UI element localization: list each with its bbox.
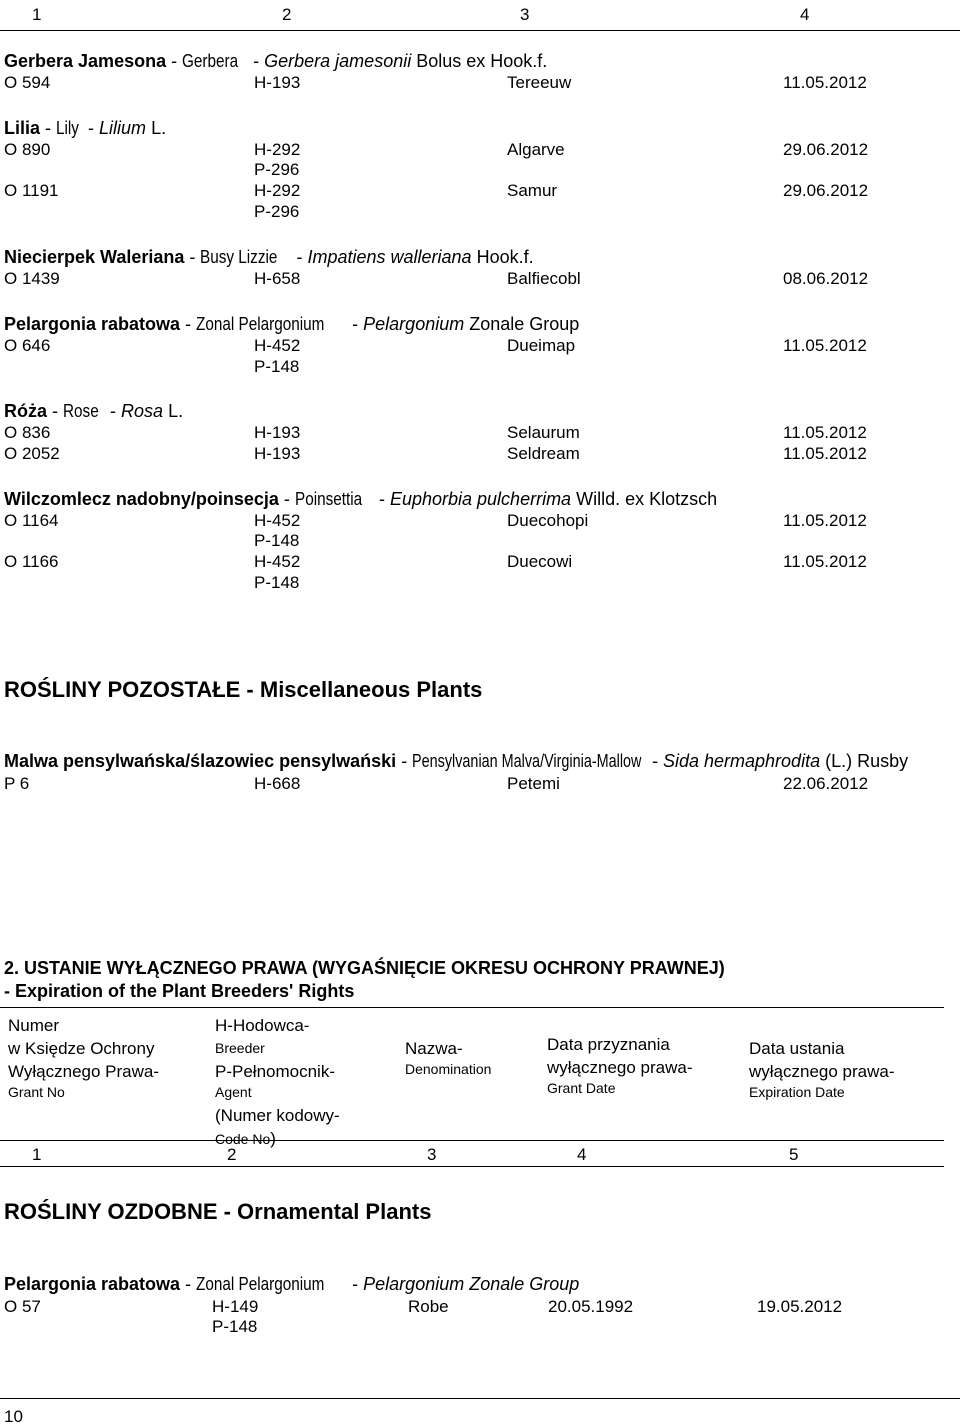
denomination: Duecowi [507,552,573,571]
breeder-code: H-193 [254,423,301,442]
date: 11.05.2012 [783,552,867,571]
agent-code: P-148 [254,573,300,592]
date: 11.05.2012 [783,423,867,442]
denomination: Petemi [507,774,560,793]
s2-col-number-1: 1 [32,1145,42,1164]
breeder-code: H-668 [254,774,301,793]
breeder-code: H-193 [254,73,301,92]
s2-col-number-4: 4 [577,1145,587,1164]
denomination: Dueimap [507,336,576,355]
grant-no: O 1439 [4,269,60,288]
breeder-code: H-452 [254,552,301,571]
page-number: 10 [4,1407,23,1426]
date: 11.05.2012 [783,511,867,530]
denomination: Balfiecobl [507,269,581,288]
section2-subtitle: - Expiration of the Plant Breeders' Rights [4,981,355,1001]
agent-code: P-148 [212,1317,258,1336]
breeder-code: H-452 [254,511,301,530]
species-heading-wilczomlecz: Wilczomlecz nadobny/poinsecja - Poinsettia - Euphorbia pulcherrima Willd. ex Klotzsch [4,489,718,509]
breeder-code: H-149 [212,1297,259,1316]
section2-header-mid-rule [0,1140,944,1141]
grant-no: P 6 [4,774,30,793]
denomination: Selaurum [507,423,580,442]
section2-header-top-rule [0,1007,944,1008]
agent-code: P-148 [254,357,300,376]
s2-col-number-5: 5 [789,1145,799,1164]
grant-no: O 646 [4,336,51,355]
grant-no: O 594 [4,73,51,92]
header-denomination: Nazwa- Denomination [405,1039,492,1077]
denomination: Duecohopi [507,511,589,530]
species-heading-pelargonia-s2: Pelargonia rabatowa - Zonal Pelargonium - Pelargonium Zonale Group [4,1274,580,1294]
col-number-2: 2 [282,5,292,24]
expiration-date: 19.05.2012 [757,1297,843,1316]
species-heading-lilia: Lilia - Lily - Lilium L. [4,118,167,138]
species-heading-roza: Róża - Rose - Rosa L. [4,401,184,421]
ornamental-plants-heading: ROŚLINY OZDOBNE - Ornamental Plants [4,1199,432,1224]
col-number-4: 4 [800,5,810,24]
species-heading-gerbera: Gerbera Jamesona - Gerbera - Gerbera jamesonii Bolus ex Hook.f. [4,51,548,71]
date: 29.06.2012 [783,181,869,200]
header-breeder-agent: H-Hodowca- Breeder P-Pełnomocnik- Agent (Numer kodowy- Code No) [215,1016,340,1148]
grant-no: O 2052 [4,444,60,463]
grant-no: O 1164 [4,511,59,530]
agent-code: P-296 [254,160,300,179]
denomination: Samur [507,181,558,200]
species-heading-malwa: Malwa pensylwańska/ślazowiec pensylwański - Pensylvanian Malva/Virginia-Mallow - Sida hermaphrodita (L.) Rusby [4,751,909,771]
breeder-code: H-292 [254,181,301,200]
section2-header-bottom-rule [0,1166,944,1167]
header-grant-date: Data przyznania wyłącznego prawa- Grant Date [547,1035,693,1096]
header-expiration-date: Data ustania wyłącznego prawa- Expiration Date [749,1039,895,1100]
s2-col-number-2: 2 [227,1145,237,1164]
date: 22.06.2012 [783,774,869,793]
misc-plants-heading: ROŚLINY POZOSTAŁE - Miscellaneous Plants [4,677,483,702]
date: 11.05.2012 [783,336,867,355]
grant-no: O 1166 [4,552,59,571]
date: 08.06.2012 [783,269,869,288]
breeder-code: H-193 [254,444,301,463]
denomination: Seldream [507,444,580,463]
breeder-code: H-658 [254,269,301,288]
agent-code: P-148 [254,531,300,550]
date: 11.05.2012 [783,444,867,463]
section2-title: 2. USTANIE WYŁĄCZNEGO PRAWA (WYGAŚNIĘCIE OKRESU OCHRONY PRAWNEJ) [4,958,725,978]
header-grant-no: Numer w Księdze Ochrony Wyłącznego Prawa- Grant No [8,1016,160,1100]
grant-date: 20.05.1992 [548,1297,634,1316]
date: 29.06.2012 [783,140,869,159]
grant-no: O 57 [4,1297,41,1316]
s2-col-number-3: 3 [427,1145,437,1164]
col-number-1: 1 [32,5,42,24]
footer-rule [0,1398,960,1399]
grant-no: O 836 [4,423,51,442]
breeder-code: H-292 [254,140,301,159]
header-rule [0,30,960,31]
agent-code: P-296 [254,202,300,221]
denomination: Algarve [507,140,565,159]
col-number-3: 3 [520,5,530,24]
grant-no: O 1191 [4,181,59,200]
species-heading-pelargonia: Pelargonia rabatowa - Zonal Pelargonium - Pelargonium Zonale Group [4,314,580,334]
date: 11.05.2012 [783,73,867,92]
denomination: Tereeuw [507,73,572,92]
breeder-code: H-452 [254,336,301,355]
grant-no: O 890 [4,140,51,159]
species-heading-niecierpek: Niecierpek Waleriana - Busy Lizzie - Impatiens walleriana Hook.f. [4,247,534,267]
denomination: Robe [408,1297,449,1316]
